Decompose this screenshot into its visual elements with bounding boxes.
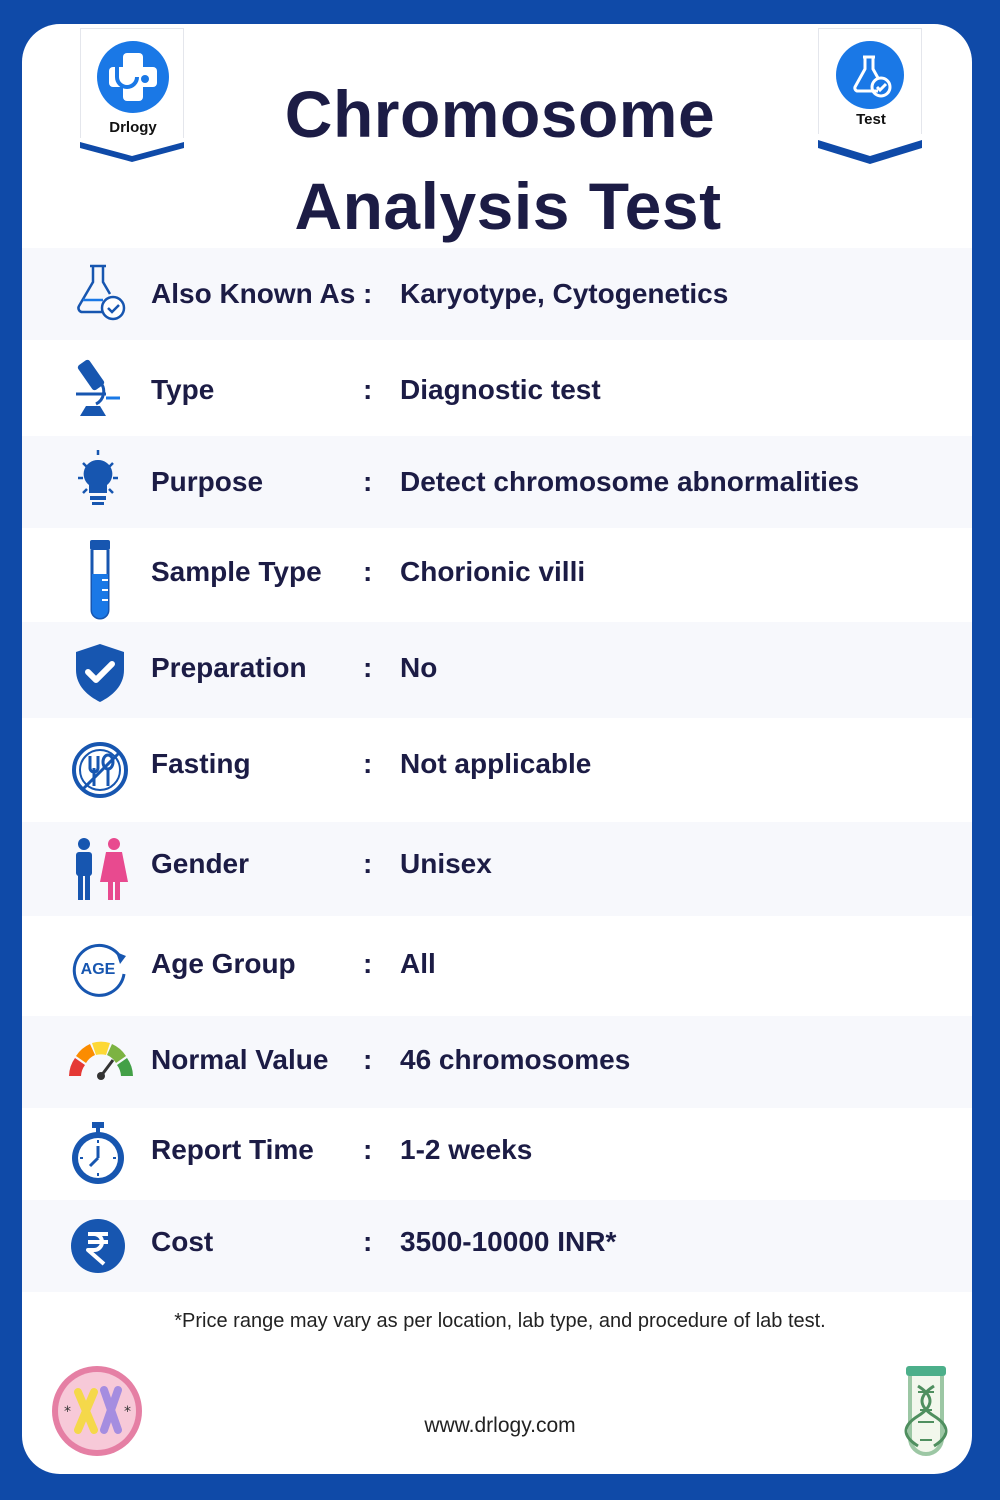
separator: : (363, 466, 373, 497)
row-type (22, 340, 972, 436)
age-icon (70, 938, 130, 1004)
drlogy-label: Drlogy (109, 119, 157, 136)
value-normal-value: 46 chromosomes (400, 1044, 631, 1075)
label-gender: Gender (151, 848, 250, 879)
row-purpose (22, 436, 972, 528)
test-label: Test (856, 111, 886, 128)
label-preparation: Preparation (151, 652, 307, 683)
separator: : (363, 948, 373, 979)
value-fasting: Not applicable (400, 748, 592, 779)
separator: : (363, 1226, 373, 1257)
separator: : (363, 374, 373, 405)
stopwatch-icon (70, 1122, 130, 1188)
label-also-known-as: Also Known As (151, 278, 356, 309)
row-normal-value (22, 1016, 972, 1108)
label-normal-value: Normal Value (151, 1044, 329, 1075)
page-title-line2: Analysis Test (294, 169, 722, 243)
microscope-icon (70, 354, 130, 420)
label-fasting: Fasting (151, 748, 251, 779)
value-report-time: 1-2 weeks (400, 1134, 533, 1165)
separator: : (363, 748, 373, 779)
value-sample-type: Chorionic villi (400, 556, 586, 587)
value-age-group: All (400, 948, 436, 979)
separator: : (363, 652, 373, 683)
value-preparation: No (400, 652, 438, 683)
separator: : (363, 848, 373, 879)
separator: : (363, 556, 373, 587)
row-also-known-as (22, 248, 972, 340)
flask-check-icon (70, 260, 130, 326)
value-gender: Unisex (400, 848, 492, 879)
label-cost: Cost (151, 1226, 214, 1257)
gauge-icon (66, 1036, 136, 1102)
rupee-icon (70, 1218, 130, 1284)
label-report-time: Report Time (151, 1134, 314, 1165)
label-type: Type (151, 374, 215, 405)
row-gender (22, 822, 972, 916)
shield-check-icon (70, 640, 130, 706)
value-type: Diagnostic test (400, 374, 601, 405)
separator: : (363, 1044, 373, 1075)
row-preparation (22, 622, 972, 718)
separator: : (363, 278, 373, 309)
no-food-icon (70, 738, 130, 804)
value-also-known-as: Karyotype, Cytogenetics (400, 278, 729, 309)
test-tube-icon (70, 540, 130, 622)
row-sample-type (22, 528, 972, 622)
svg-text:*: * (64, 1404, 71, 1420)
row-fasting (22, 718, 972, 822)
row-cost (22, 1200, 972, 1292)
separator: : (363, 1134, 373, 1165)
label-sample-type: Sample Type (151, 556, 322, 587)
svg-text:AGE: AGE (80, 961, 116, 978)
page-title-line1: Chromosome (284, 77, 716, 151)
row-report-time (22, 1108, 972, 1200)
svg-text:*: * (124, 1404, 131, 1420)
row-age-group (22, 916, 972, 1016)
lightbulb-icon (70, 448, 130, 514)
website-link[interactable]: www.drlogy.com (424, 1414, 576, 1437)
price-disclaimer: *Price range may vary as per location, lab type, and procedure of lab test. (174, 1310, 826, 1332)
value-purpose: Detect chromosome abnormalities (400, 466, 860, 497)
male-female-icon (70, 836, 130, 902)
value-cost: 3500-10000 INR* (400, 1226, 617, 1257)
label-age-group: Age Group (151, 948, 296, 979)
chromosome-icon (50, 1364, 144, 1458)
dna-tube-icon (898, 1364, 952, 1458)
label-purpose: Purpose (151, 466, 264, 497)
